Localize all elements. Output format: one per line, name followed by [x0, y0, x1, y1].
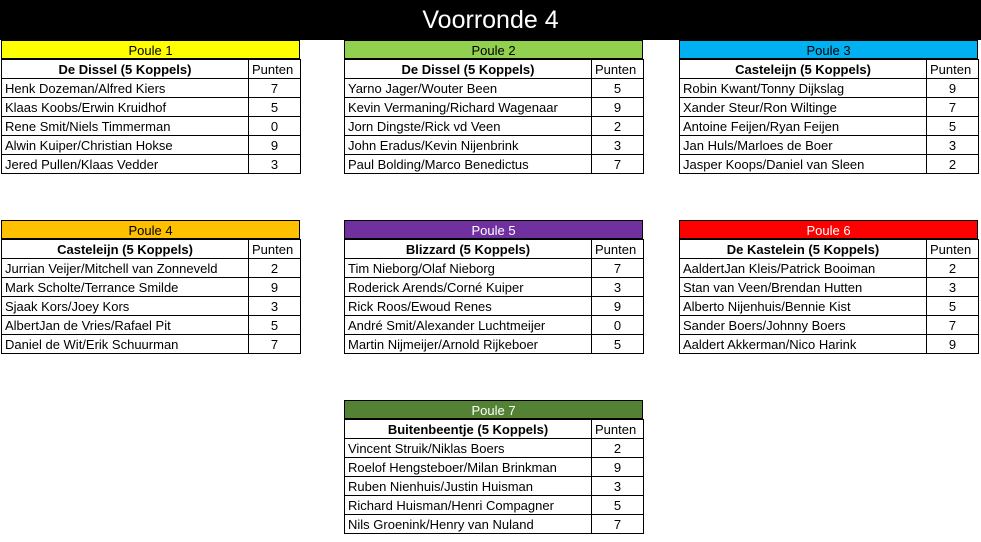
table-row [345, 79, 644, 98]
points-value: 5 [927, 117, 979, 136]
pair-name: Jan Huls/Marloes de Boer [680, 136, 927, 155]
pair-name: André Smit/Alexander Luchtmeijer [345, 316, 592, 335]
venue-label: Casteleijn (5 Koppels) [2, 240, 249, 259]
points-header: Punten [592, 60, 644, 79]
points-value: 7 [927, 316, 979, 335]
table-row [2, 259, 301, 278]
poule-header: Poule 6 [679, 220, 978, 239]
table-row [345, 297, 644, 316]
poule-2 [344, 40, 643, 174]
pair-name: Jorn Dingste/Rick vd Veen [345, 117, 592, 136]
table-row [2, 117, 301, 136]
points-value: 5 [249, 98, 301, 117]
pair-name: Ruben Nienhuis/Justin Huisman [345, 477, 592, 496]
points-value: 3 [592, 278, 644, 297]
pair-name: Yarno Jager/Wouter Been [345, 79, 592, 98]
pair-name: AaldertJan Kleis/Patrick Booiman [680, 259, 927, 278]
poule-table [1, 239, 301, 354]
table-row [345, 439, 644, 458]
pair-name: John Eradus/Kevin Nijenbrink [345, 136, 592, 155]
table-row [2, 278, 301, 297]
table-header-row [345, 240, 644, 259]
points-value: 7 [927, 98, 979, 117]
venue-label: De Kastelein (5 Koppels) [680, 240, 927, 259]
table-row [345, 278, 644, 297]
table-row [2, 136, 301, 155]
points-value: 9 [592, 458, 644, 477]
pair-name: Roelof Hengsteboer/Milan Brinkman [345, 458, 592, 477]
poule-table [1, 59, 301, 174]
table-row [680, 278, 979, 297]
table-row [2, 335, 301, 354]
poule-table [679, 239, 979, 354]
table-row [345, 335, 644, 354]
table-row [345, 117, 644, 136]
pair-name: Stan van Veen/Brendan Hutten [680, 278, 927, 297]
poule-header: Poule 3 [679, 40, 978, 59]
page-title: Voorronde 4 [0, 0, 981, 40]
table-row [345, 136, 644, 155]
table-row [2, 79, 301, 98]
table-header-row [345, 420, 644, 439]
points-header: Punten [249, 60, 301, 79]
pair-name: Richard Huisman/Henri Compagner [345, 496, 592, 515]
pair-name: Rene Smit/Niels Timmerman [2, 117, 249, 136]
table-row [2, 316, 301, 335]
table-header-row [2, 240, 301, 259]
poule-header: Poule 4 [1, 220, 300, 239]
pair-name: Henk Dozeman/Alfred Kiers [2, 79, 249, 98]
table-header-row [2, 60, 301, 79]
table-row [2, 98, 301, 117]
points-value: 7 [592, 515, 644, 534]
points-value: 9 [927, 335, 979, 354]
points-value: 5 [592, 335, 644, 354]
pair-name: Tim Nieborg/Olaf Nieborg [345, 259, 592, 278]
points-value: 0 [592, 316, 644, 335]
points-value: 7 [592, 155, 644, 174]
venue-label: Blizzard (5 Koppels) [345, 240, 592, 259]
pair-name: Jered Pullen/Klaas Vedder [2, 155, 249, 174]
table-row [680, 155, 979, 174]
poule-header: Poule 2 [344, 40, 643, 59]
table-row [680, 335, 979, 354]
points-value: 3 [249, 155, 301, 174]
pair-name: Daniel de Wit/Erik Schuurman [2, 335, 249, 354]
poule-header: Poule 1 [1, 40, 300, 59]
pair-name: Xander Steur/Ron Wiltinge [680, 98, 927, 117]
pair-name: AlbertJan de Vries/Rafael Pit [2, 316, 249, 335]
poule-4 [1, 220, 300, 354]
table-row [680, 259, 979, 278]
poule-5 [344, 220, 643, 354]
points-value: 3 [592, 136, 644, 155]
table-row [345, 98, 644, 117]
points-value: 3 [249, 297, 301, 316]
pair-name: Roderick Arends/Corné Kuiper [345, 278, 592, 297]
venue-label: Casteleijn (5 Koppels) [680, 60, 927, 79]
table-row [680, 316, 979, 335]
table-row [680, 297, 979, 316]
table-row [345, 155, 644, 174]
pair-name: Mark Scholte/Terrance Smilde [2, 278, 249, 297]
points-value: 2 [592, 117, 644, 136]
venue-label: De Dissel (5 Koppels) [345, 60, 592, 79]
pair-name: Alwin Kuiper/Christian Hokse [2, 136, 249, 155]
points-value: 9 [249, 136, 301, 155]
pair-name: Robin Kwant/Tonny Dijkslag [680, 79, 927, 98]
points-value: 7 [249, 79, 301, 98]
points-value: 0 [249, 117, 301, 136]
points-header: Punten [249, 240, 301, 259]
points-value: 9 [249, 278, 301, 297]
pair-name: Alberto Nijenhuis/Bennie Kist [680, 297, 927, 316]
poule-table [679, 59, 979, 174]
table-row [345, 259, 644, 278]
pair-name: Vincent Struik/Niklas Boers [345, 439, 592, 458]
table-row [345, 496, 644, 515]
points-header: Punten [592, 240, 644, 259]
pair-name: Kevin Vermaning/Richard Wagenaar [345, 98, 592, 117]
points-value: 5 [927, 297, 979, 316]
points-header: Punten [927, 240, 979, 259]
points-value: 3 [927, 278, 979, 297]
pair-name: Antoine Feijen/Ryan Feijen [680, 117, 927, 136]
pair-name: Sjaak Kors/Joey Kors [2, 297, 249, 316]
points-value: 3 [592, 477, 644, 496]
pair-name: Aaldert Akkerman/Nico Harink [680, 335, 927, 354]
points-value: 2 [927, 155, 979, 174]
table-row [680, 79, 979, 98]
table-header-row [345, 60, 644, 79]
pair-name: Rick Roos/Ewoud Renes [345, 297, 592, 316]
pair-name: Klaas Koobs/Erwin Kruidhof [2, 98, 249, 117]
points-value: 9 [592, 98, 644, 117]
table-row [345, 458, 644, 477]
pair-name: Sander Boers/Johnny Boers [680, 316, 927, 335]
venue-label: De Dissel (5 Koppels) [2, 60, 249, 79]
pair-name: Martin Nijmeijer/Arnold Rijkeboer [345, 335, 592, 354]
poule-1 [1, 40, 300, 174]
points-value: 5 [592, 79, 644, 98]
table-row [680, 117, 979, 136]
venue-label: Buitenbeentje (5 Koppels) [345, 420, 592, 439]
table-header-row [680, 240, 979, 259]
points-value: 2 [592, 439, 644, 458]
table-row [680, 98, 979, 117]
pair-name: Nils Groenink/Henry van Nuland [345, 515, 592, 534]
table-row [680, 136, 979, 155]
poule-3 [679, 40, 978, 174]
points-header: Punten [927, 60, 979, 79]
table-row [345, 477, 644, 496]
points-value: 2 [927, 259, 979, 278]
poule-table [344, 59, 644, 174]
pair-name: Jasper Koops/Daniel van Sleen [680, 155, 927, 174]
points-value: 5 [249, 316, 301, 335]
points-header: Punten [592, 420, 644, 439]
table-row [2, 297, 301, 316]
poule-header: Poule 5 [344, 220, 643, 239]
points-value: 3 [927, 136, 979, 155]
points-value: 5 [592, 496, 644, 515]
poule-header: Poule 7 [344, 400, 643, 419]
poule-7 [344, 400, 643, 534]
points-value: 2 [249, 259, 301, 278]
table-row [345, 515, 644, 534]
table-row [345, 316, 644, 335]
points-value: 9 [592, 297, 644, 316]
points-value: 7 [249, 335, 301, 354]
table-header-row [680, 60, 979, 79]
pair-name: Paul Bolding/Marco Benedictus [345, 155, 592, 174]
poule-table [344, 239, 644, 354]
table-row [2, 155, 301, 174]
pair-name: Jurrian Veijer/Mitchell van Zonneveld [2, 259, 249, 278]
points-value: 7 [592, 259, 644, 278]
poule-6 [679, 220, 978, 354]
poule-table [344, 419, 644, 534]
points-value: 9 [927, 79, 979, 98]
